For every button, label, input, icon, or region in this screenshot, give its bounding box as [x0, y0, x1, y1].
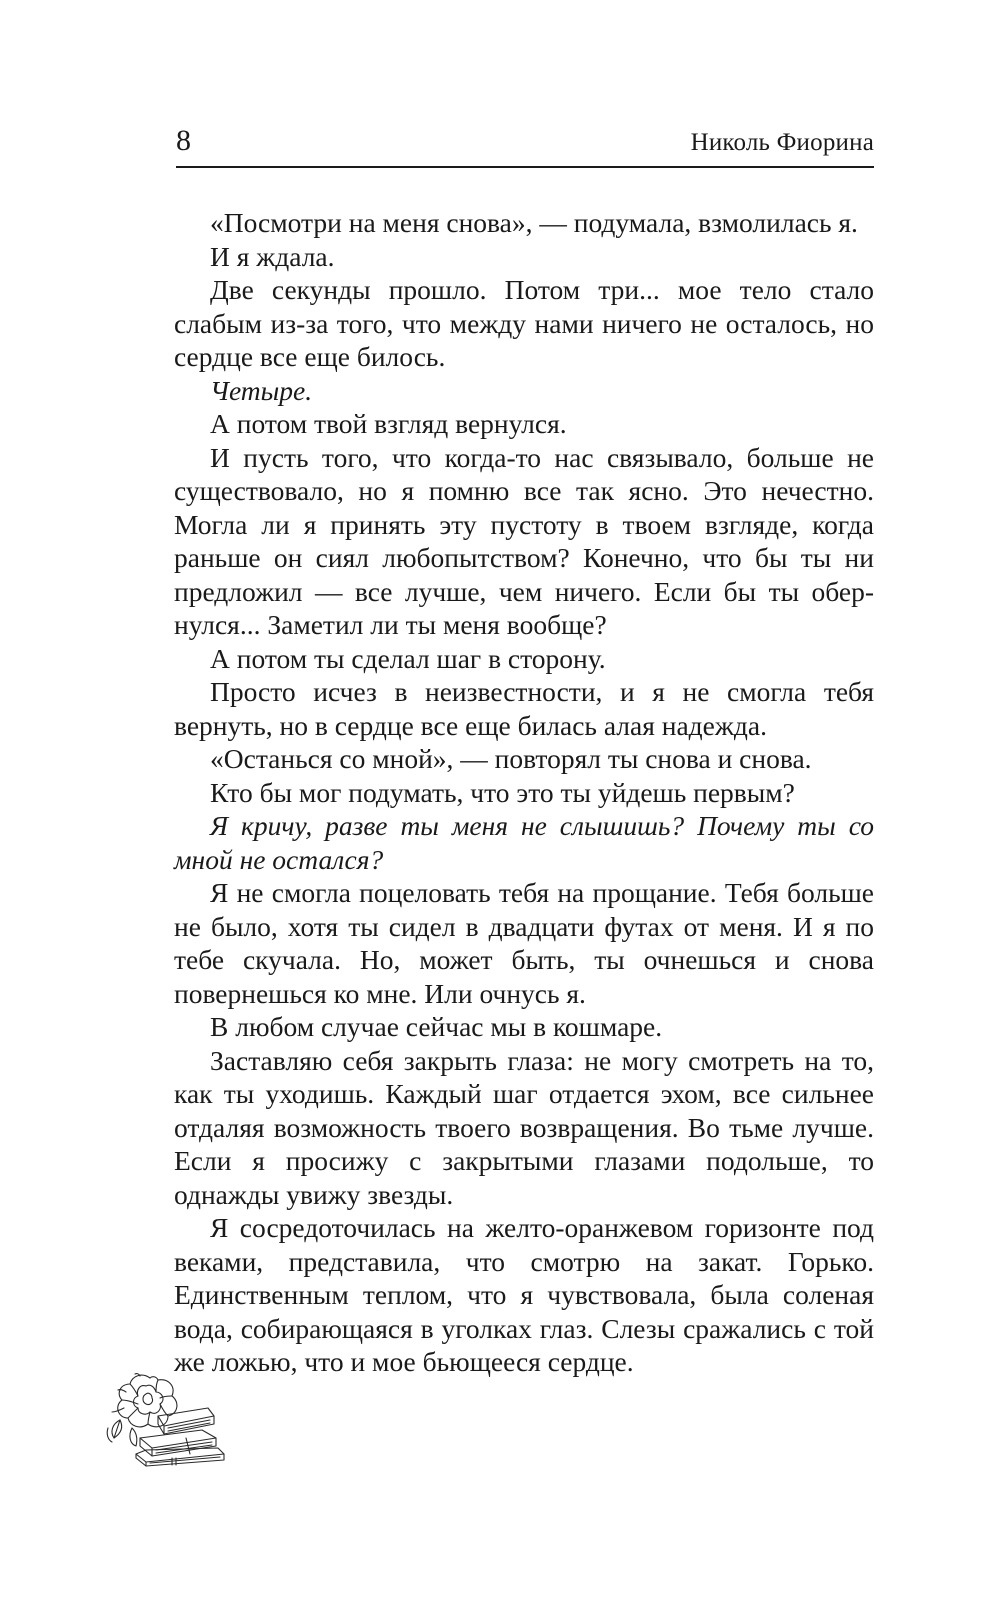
paragraph: Я сосредоточилась на желто-оранжевом горизонте под веками, представила, что смотрю на закат. Горько. Единственным теплом, что я чувствовала, была соленая вода, собирающаяся в уголках глаз. Слезы сражались с той же ложью, что и мое бьющееся сердце. [174, 1212, 874, 1377]
bottom-book [136, 1448, 224, 1466]
paragraph-italic: Я кричу, разве ты меня не слышишь? Почему ты со мной не остался? [174, 810, 874, 875]
paragraph-italic: Четыре. [210, 374, 313, 406]
paragraph: «Останься со мной», — повторял ты снова и снова. [210, 743, 812, 774]
body-text [174, 206, 874, 1379]
header-rule [176, 166, 874, 168]
middle-book [140, 1430, 216, 1456]
page-number: 8 [176, 124, 191, 157]
paragraph: Две секунды прошло. Потом три... мое тело стало слабым из-за того, что между нами ничего не осталось, но сердце все еще билось. [174, 274, 874, 372]
paragraph: Я не смогла поцеловать тебя на прощание. Тебя больше не было, хотя ты сидел в двадцати футах от меня. И я по тебе скучала. Но, может быть, ты очнешься и снова повернешься ко мне. Или очнусь я. [174, 877, 874, 1009]
peony-flower [112, 1374, 177, 1427]
paragraph: Кто бы мог подумать, что это ты уйдешь первым? [210, 776, 795, 808]
running-title: Николь Фиорина [690, 129, 874, 156]
paragraph: А потом твой взгляд вернулся. [210, 408, 567, 439]
paragraph: И я ждала. [210, 240, 335, 272]
paragraph: В любом случае сейчас мы в кошмаре. [210, 1011, 663, 1042]
page-header [176, 124, 874, 166]
flower-and-books-icon [106, 1368, 226, 1468]
paragraph: А потом ты сделал шаг в сторону. [210, 642, 606, 674]
paragraph: Заставляю себя закрыть глаза: не могу смотреть на то, как ты уходишь. Каждый шаг отдается эхом, все сильнее отдаляя возможность твоего возвращения. Во тьме лучше. Если я просижу с закрытыми глазами подольше, то однажды увижу звезды. [174, 1044, 874, 1210]
paragraph: Просто исчез в неизвестности, и я не смогла тебя вернуть, но в сердце все еще билась алая надежда. [174, 676, 874, 741]
paragraph: И пусть того, что когда-то нас связывало, больше не существовало, но я помню все так ясно. Это нечестно. Могла ли я принять эту пустоту в твоем взгляде, когда раньше он сиял любопытством? Конечно, что бы ты ни предложил — все лучше, чем ничего. Если бы ты обернулся... Заметил ли ты меня вообще? [174, 441, 874, 640]
paragraph: «Посмотри на меня снова», — подумала, взмолилась я. [210, 207, 858, 238]
